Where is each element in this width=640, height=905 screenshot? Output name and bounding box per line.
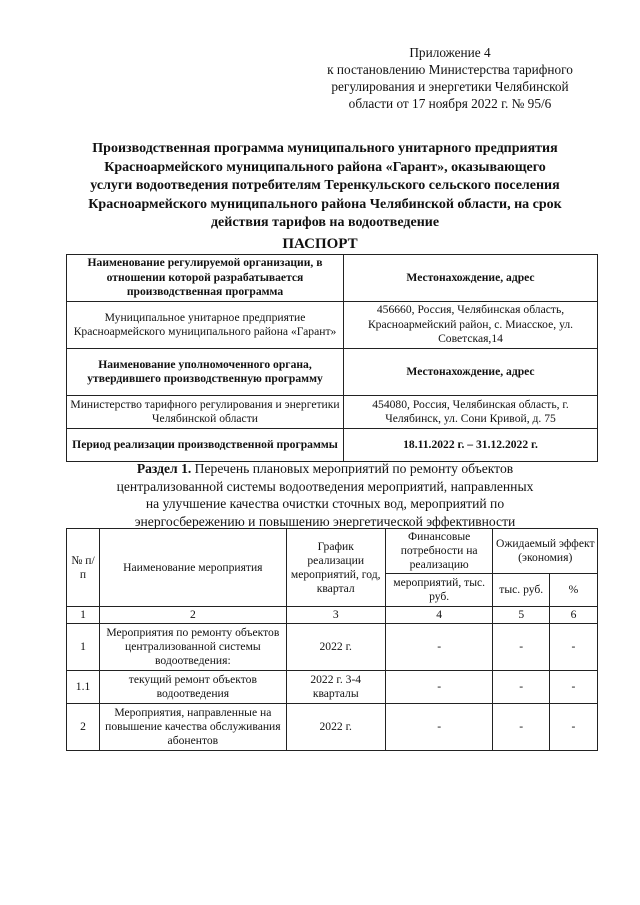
title-line: услуги водоотведения потребителям Теренкульского сельского поселения: [90, 178, 560, 193]
header-effect-pct: %: [549, 574, 597, 607]
row-name: Мероприятия, направленные на повышение качества обслуживания абонентов: [100, 704, 287, 751]
passport-table: [66, 254, 598, 462]
passport-authority-address-label: Местонахождение, адрес: [344, 349, 598, 396]
table-row: [67, 704, 598, 751]
row-effect-pct: -: [549, 704, 597, 751]
title-line: Производственная программа муниципального унитарного предприятия: [92, 141, 558, 156]
passport-authority-label: Наименование уполномоченного органа, утвердившего производственную программу: [67, 349, 344, 396]
passport-org-address: 456660, Россия, Челябинская область, Красноармейский район, с. Миасское, ул. Советская,14: [344, 302, 598, 349]
header-effect-rub: тыс. руб.: [493, 574, 550, 607]
appendix-line: области от 17 ноября 2022 г. № 95/6: [348, 96, 552, 111]
passport-row: [67, 255, 598, 302]
header-name: Наименование мероприятия: [100, 529, 287, 607]
column-number: 1: [67, 607, 100, 624]
passport-row: [67, 349, 598, 396]
row-effect-rub: -: [493, 624, 550, 671]
row-num: 1.1: [67, 671, 100, 704]
passport-row: [67, 302, 598, 349]
row-schedule: 2022 г.: [286, 704, 385, 751]
row-name: текущий ремонт объектов водоотведения: [100, 671, 287, 704]
column-number-row: [67, 607, 598, 624]
header-schedule: График реализации мероприятий, год, квартал: [286, 529, 385, 607]
passport-org-name: Муниципальное унитарное предприятие Красноармейского муниципального района «Гарант»: [67, 302, 344, 349]
row-finance: -: [385, 704, 493, 751]
row-effect-pct: -: [549, 624, 597, 671]
passport-row: [67, 429, 598, 462]
row-num: 2: [67, 704, 100, 751]
column-number: 2: [100, 607, 287, 624]
passport-authority-address: 454080, Россия, Челябинская область, г. Челябинск, ул. Сони Кривой, д. 75: [344, 396, 598, 429]
section-1-line: на улучшение качества очистки сточных вод, мероприятий по: [145, 496, 505, 511]
row-effect-pct: -: [549, 671, 597, 704]
section-1-line: энергосбережению и повышению энергетической эффективности: [134, 513, 516, 529]
table-row: [67, 624, 598, 671]
header-finance-bottom: мероприятий, тыс. руб.: [385, 574, 493, 607]
column-number: 3: [286, 607, 385, 624]
appendix-reference: [300, 44, 600, 112]
measures-table: [66, 528, 598, 751]
passport-org-address-label: Местонахождение, адрес: [344, 255, 598, 302]
passport-heading: ПАСПОРТ: [282, 236, 358, 252]
section-1-heading: [80, 460, 570, 530]
document-title: [70, 140, 580, 233]
column-number: 4: [385, 607, 493, 624]
section-1-prefix: Раздел 1.: [136, 461, 192, 476]
header-effect: Ожидаемый эффект (экономия): [493, 529, 598, 574]
row-finance: -: [385, 671, 493, 704]
column-number: 6: [549, 607, 597, 624]
row-schedule: 2022 г. 3-4 кварталы: [286, 671, 385, 704]
title-line: действия тарифов на водоотведение: [210, 215, 440, 230]
passport-period-value: 18.11.2022 г. – 31.12.2022 г.: [344, 429, 598, 462]
section-1-line: централизованной системы водоотведения мероприятий, направленных: [116, 478, 534, 494]
passport-period-label: Период реализации производственной программы: [67, 429, 344, 462]
appendix-line: регулирования и энергетики Челябинской: [331, 79, 569, 94]
table-row: [67, 671, 598, 704]
row-schedule: 2022 г.: [286, 624, 385, 671]
passport-row: [67, 396, 598, 429]
row-effect-rub: -: [493, 671, 550, 704]
row-finance: -: [385, 624, 493, 671]
passport-org-label: Наименование регулируемой организации, в отношении которой разрабатывается производственная программа: [67, 255, 344, 302]
measures-header-row: [67, 529, 598, 574]
column-number: 5: [493, 607, 550, 624]
appendix-line: к постановлению Министерства тарифного: [327, 62, 573, 77]
header-finance-top: Финансовые потребности на реализацию: [385, 529, 493, 574]
header-num: № п/п: [67, 529, 100, 607]
row-num: 1: [67, 624, 100, 671]
row-effect-rub: -: [493, 704, 550, 751]
appendix-line: Приложение 4: [409, 45, 491, 60]
title-line: Красноармейского муниципального района Челябинской области, на срок: [88, 196, 562, 212]
passport-authority-name: Министерство тарифного регулирования и энергетики Челябинской области: [67, 396, 344, 429]
title-line: Красноармейского муниципального района «Гарант», оказывающего: [104, 159, 546, 175]
row-name: Мероприятия по ремонту объектов централизованной системы водоотведения:: [100, 624, 287, 671]
section-1-line: Перечень плановых мероприятий по ремонту объектов: [191, 461, 514, 476]
